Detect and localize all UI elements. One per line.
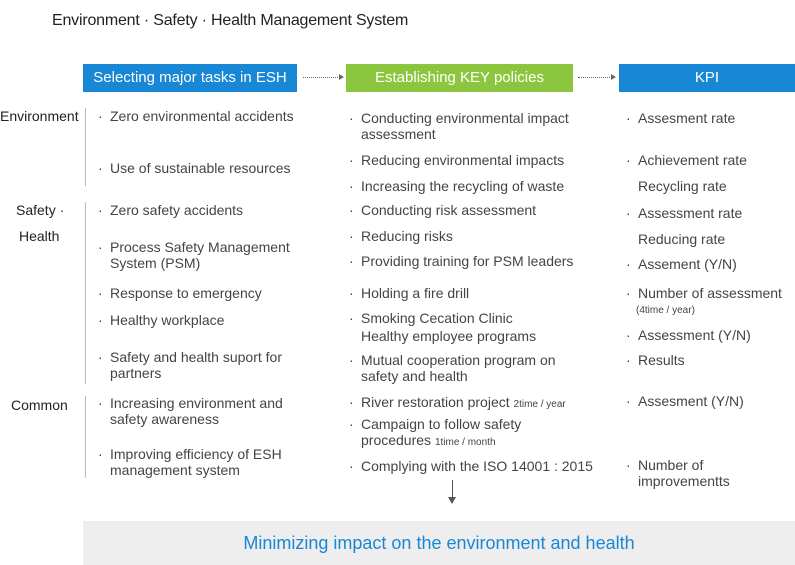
category-common: Common [11, 397, 68, 413]
group-divider-common [85, 396, 86, 478]
header-tasks: Selecting major tasks in ESH [83, 64, 297, 92]
policy-item: · Mutual cooperation program on safety and health [349, 352, 556, 384]
policy-item: · Smoking Cecation Clinic [349, 310, 513, 326]
policy-item: · Providing training for PSM leaders [349, 253, 574, 269]
kpi-item: Reducing rate [638, 231, 726, 247]
arrow-down-icon [448, 497, 456, 504]
task-item: · Increasing environment and safety awareness [98, 395, 283, 427]
category-environment: Environment [0, 108, 79, 124]
kpi-frequency-note: (4time / year) [636, 305, 695, 316]
kpi-item: · Results [626, 352, 685, 368]
task-item: · Zero environmental accidents [98, 108, 294, 124]
task-item: · Healthy workplace [98, 312, 225, 328]
header-policies: Establishing KEY policies [346, 64, 573, 92]
kpi-item: · Assement (Y/N) [626, 256, 737, 272]
policy-item: · Conducting risk assessment [349, 202, 537, 218]
kpi-item: · Number of improvementts [626, 457, 730, 489]
policy-frequency-note: 1time / month [434, 437, 496, 448]
kpi-item: · Assesment rate [626, 110, 736, 126]
task-item: · Zero safety accidents [98, 202, 244, 218]
task-item: · Process Safety Management System (PSM) [98, 239, 290, 271]
policy-item: · Conducting environmental impact assessment [349, 110, 569, 142]
down-arrow-line [452, 480, 453, 498]
policy-item: Healthy employee programs [361, 328, 537, 344]
policy-frequency-note: 2time / year [513, 399, 566, 410]
kpi-item: · Assessment rate [626, 205, 743, 221]
page-title: Environment · Safety · Health Management System [52, 12, 409, 29]
kpi-item: · Number of assessment [626, 285, 782, 301]
kpi-item: · Achievement rate [626, 152, 747, 168]
kpi-item: · Assesment (Y/N) [626, 393, 744, 409]
arrow-right-icon [611, 74, 616, 80]
group-divider-safety [85, 202, 86, 384]
policy-item: · Reducing environmental impacts [349, 152, 565, 168]
dotted-connector-1 [303, 77, 340, 78]
category-safety: Safety · [16, 202, 65, 218]
task-item: · Use of sustainable resources [98, 160, 291, 176]
task-item: · Safety and health suport for partners [98, 349, 282, 381]
group-divider-environment [85, 108, 86, 186]
arrow-right-icon [339, 74, 344, 80]
kpi-item: Recycling rate [638, 178, 727, 194]
header-kpi: KPI [619, 64, 795, 92]
category-health: Health [19, 228, 60, 244]
policy-item: · River restoration project 2time / year [349, 394, 566, 410]
goal-banner: Minimizing impact on the environment and health [83, 521, 795, 565]
task-item: · Improving efficiency of ESH management system [98, 446, 282, 478]
policy-item: · Increasing the recycling of waste [349, 178, 565, 194]
policy-item: · Complying with the ISO 14001 : 2015 [349, 458, 593, 474]
policy-item: · Reducing risks [349, 228, 453, 244]
policy-item: · Holding a fire drill [349, 285, 470, 301]
policy-item: · Campaign to follow safety procedures 1time / month [349, 416, 522, 448]
task-item: · Response to emergency [98, 285, 262, 301]
kpi-item: · Assessment (Y/N) [626, 327, 751, 343]
dotted-connector-2 [578, 77, 612, 78]
